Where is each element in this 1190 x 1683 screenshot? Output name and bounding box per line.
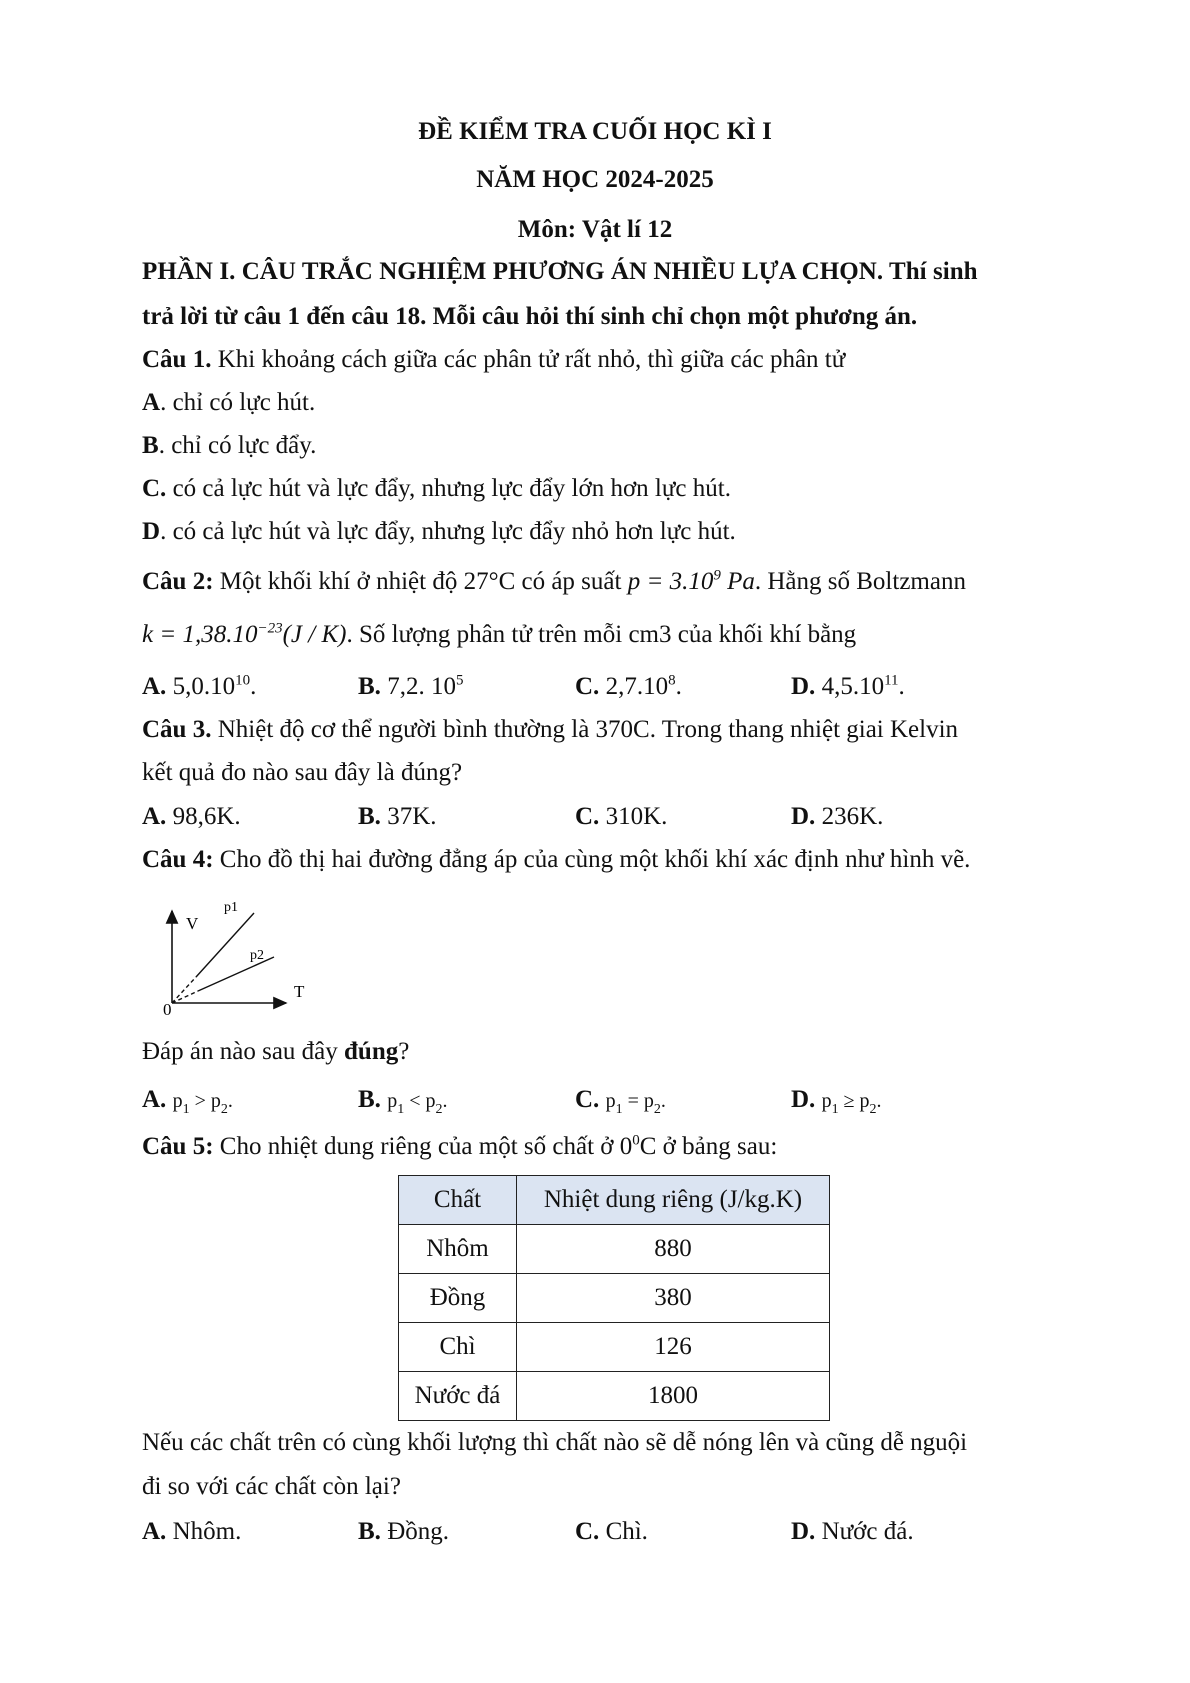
- q2-option-a-base: 5,0.10: [166, 673, 236, 700]
- q2-option-c-end: .: [675, 673, 682, 700]
- question-3-stem-line2: kết quả đo nào sau đây là đúng?: [142, 759, 463, 786]
- q4-option-b-label: B.: [358, 1086, 381, 1113]
- q1-option-a-label: A: [142, 389, 161, 416]
- v-axis-label: V: [186, 914, 199, 933]
- q1-option-c-text: có cả lực hút và lực đẩy, nhưng lực đẩy lớn hơn lực hút.: [166, 475, 731, 502]
- table-cell-substance: Nước đá: [399, 1372, 517, 1421]
- question-4-prompt-post: ?: [398, 1038, 410, 1065]
- q2-option-b: [358, 670, 463, 704]
- q5-option-c: [575, 1515, 648, 1549]
- q2-option-a: [142, 670, 256, 704]
- q4-option-d-p1: p: [821, 1090, 832, 1112]
- table-header-specific-heat: Nhiệt dung riêng (J/kg.K): [517, 1176, 830, 1225]
- isobar-p1: [196, 913, 254, 977]
- table-row: [399, 1225, 830, 1274]
- q2-option-d: [791, 670, 905, 704]
- q5-option-a-label: A.: [142, 1518, 167, 1545]
- question-3-text1: Nhiệt độ cơ thể người bình thường là 370C. Trong thang nhiệt giai Kelvin: [211, 716, 959, 743]
- question-4-prompt: [142, 1035, 1082, 1069]
- pressure-unit: Pa: [720, 568, 755, 595]
- question-1-label: Câu 1.: [142, 346, 212, 373]
- q5-option-d-text: Nước đá.: [815, 1518, 914, 1545]
- question-4-prompt-pre: Đáp án nào sau đây: [142, 1038, 345, 1065]
- q4-option-c-p2: p: [643, 1090, 654, 1112]
- q4-option-d-sub1: 1: [831, 1102, 839, 1117]
- q2-option-b-exp: 5: [455, 672, 464, 689]
- q3-option-c-text: 310K.: [599, 803, 668, 830]
- question-5-text-sup: 0: [632, 1132, 640, 1149]
- q1-option-b: [142, 429, 1082, 463]
- q4-option-a: A. $p_1 > p_2$.: [142, 1086, 233, 1117]
- q1-option-d: [142, 515, 1082, 549]
- q2-option-c-label: C.: [575, 673, 600, 700]
- table-row: [399, 1323, 830, 1372]
- isobar-p2-dashed: [172, 991, 198, 1003]
- q4-option-a-sub1: 1: [182, 1102, 190, 1117]
- q4-option-b: B. $p_1 < p_2$.: [358, 1086, 448, 1117]
- q3-option-d-text: 236K.: [815, 803, 884, 830]
- q4-option-b-sub1: 1: [397, 1102, 405, 1117]
- q3-option-a-text: 98,6K.: [166, 803, 241, 830]
- boltzmann-exponent: −23: [257, 620, 283, 637]
- q2-option-d-base: 4,5.10: [815, 673, 885, 700]
- question-5-label: Câu 5:: [142, 1133, 214, 1160]
- q2-option-a-exp: 10: [235, 672, 251, 689]
- q4-option-a-p2: p: [210, 1090, 221, 1112]
- table-cell-value: 880: [517, 1225, 830, 1274]
- subject-line: Môn: Vật lí 12: [517, 216, 673, 243]
- q2-option-c: [575, 670, 682, 704]
- q3-option-c: [575, 800, 667, 834]
- question-2-text3: . Số lượng phân tử trên mỗi cm3 của khối khí bằng: [346, 621, 857, 648]
- table-cell-substance: Nhôm: [399, 1225, 517, 1274]
- q4-option-c: C. $p_1 = p_2$.: [575, 1086, 666, 1117]
- q1-option-b-text: . chỉ có lực đẩy.: [158, 432, 317, 459]
- q2-option-d-label: D.: [791, 673, 816, 700]
- table-cell-substance: Đồng: [399, 1274, 517, 1323]
- q4-option-a-label: A.: [142, 1086, 167, 1113]
- question-2-label: Câu 2:: [142, 568, 214, 595]
- pressure-exponent: 9: [713, 567, 721, 584]
- q4-option-a-p1: p: [172, 1090, 183, 1112]
- q4-option-d-op: ≥: [838, 1090, 860, 1112]
- table-header-row: [399, 1176, 830, 1225]
- pressure-value: p = 3.10: [627, 568, 714, 595]
- q5-option-b-label: B.: [358, 1518, 381, 1545]
- q5-option-c-text: Chì.: [599, 1518, 648, 1545]
- question-1-stem: [142, 343, 1082, 377]
- pressure-formula: [628, 568, 755, 595]
- question-1-text: Khi khoảng cách giữa các phân tử rất nhỏ, thì giữa các phân tử: [211, 346, 846, 373]
- isobar-graph: [158, 895, 318, 1015]
- q1-option-d-text: . có cả lực hút và lực đẩy, nhưng lực đẩy nhỏ hơn lực hút.: [160, 518, 736, 545]
- question-5-text-post: C ở bảng sau:: [639, 1133, 778, 1160]
- q4-option-b-p1: p: [387, 1090, 398, 1112]
- q4-option-c-label: C.: [575, 1086, 600, 1113]
- q1-option-a: [142, 386, 1082, 420]
- q1-option-d-label: D: [142, 518, 161, 545]
- q1-option-c-label: C.: [142, 475, 167, 502]
- table-row: [399, 1274, 830, 1323]
- q4-option-d-sub2: 2: [869, 1102, 877, 1117]
- q5-option-a-text: Nhôm.: [166, 1518, 242, 1545]
- q4-option-b-p2: p: [425, 1090, 436, 1112]
- p2-label: p2: [250, 948, 264, 963]
- boltzmann-formula: [142, 621, 346, 648]
- part1-heading-line1: PHẦN I. CÂU TRẮC NGHIỆM PHƯƠNG ÁN NHIỀU LỰA CHỌN. Thí sinh: [142, 258, 978, 285]
- question-4-text: Cho đồ thị hai đường đẳng áp của cùng một khối khí xác định như hình vẽ.: [213, 846, 971, 873]
- table-cell-value: 126: [517, 1323, 830, 1372]
- q3-option-b-text: 37K.: [380, 803, 437, 830]
- q1-option-a-text: . chỉ có lực hút.: [160, 389, 316, 416]
- q4-option-a-op: >: [189, 1090, 211, 1112]
- q4-option-b-op: <: [404, 1090, 426, 1112]
- question-4-prompt-bold: đúng: [344, 1038, 399, 1065]
- q4-option-c-sub1: 1: [615, 1102, 623, 1117]
- q2-option-a-end: .: [250, 673, 257, 700]
- table-cell-value: 380: [517, 1274, 830, 1323]
- question-3-stem-line1: [142, 713, 1082, 747]
- q4-option-b-sub2: 2: [435, 1102, 443, 1117]
- q3-option-c-label: C.: [575, 803, 600, 830]
- q2-option-b-label: B.: [358, 673, 381, 700]
- p1-label: p1: [224, 900, 238, 915]
- q4-option-c-sub2: 2: [653, 1102, 661, 1117]
- t-axis-label: T: [294, 982, 305, 1001]
- q3-option-b: [358, 800, 437, 834]
- school-year: NĂM HỌC 2024-2025: [476, 166, 714, 193]
- question-4-stem: [142, 843, 1082, 877]
- q2-option-c-base: 2,7.10: [599, 673, 669, 700]
- q1-option-b-label: B: [142, 432, 159, 459]
- table-cell-substance: Chì: [399, 1323, 517, 1372]
- question-5-after-line1: Nếu các chất trên có cùng khối lượng thì chất nào sẽ dễ nóng lên và cũng dễ nguội: [142, 1429, 968, 1456]
- q2-option-b-base: 7,2. 10: [380, 673, 456, 700]
- q2-option-a-label: A.: [142, 673, 167, 700]
- origin-label: 0: [163, 1000, 172, 1015]
- q5-option-a: [142, 1515, 241, 1549]
- q2-option-d-end: .: [898, 673, 905, 700]
- question-2-text2: . Hằng số Boltzmann: [754, 568, 966, 595]
- q4-option-c-p1: p: [605, 1090, 616, 1112]
- specific-heat-table: [398, 1175, 830, 1421]
- question-2-text1: Một khối khí ở nhiệt độ 27°C có áp suất: [213, 568, 628, 595]
- table-row: [399, 1372, 830, 1421]
- isobar-p1-dashed: [172, 977, 196, 1003]
- q3-option-b-label: B.: [358, 803, 381, 830]
- question-2-stem-line1: [142, 565, 1082, 599]
- q3-option-d-label: D.: [791, 803, 816, 830]
- q2-option-d-exp: 11: [884, 672, 899, 689]
- q1-option-c: [142, 472, 1082, 506]
- exam-title: ĐỀ KIỂM TRA CUỐI HỌC KÌ I: [418, 118, 772, 145]
- q5-option-c-label: C.: [575, 1518, 600, 1545]
- q2-option-c-exp: 8: [668, 672, 676, 689]
- q5-option-d: [791, 1515, 914, 1549]
- table-cell-value: 1800: [517, 1372, 830, 1421]
- boltzmann-unit: (J / K): [282, 621, 347, 648]
- boltzmann-value: k = 1,38.10: [142, 621, 258, 648]
- question-5-after-line2: đi so với các chất còn lại?: [142, 1473, 401, 1500]
- q3-option-a: [142, 800, 241, 834]
- table-header-substance: Chất: [399, 1176, 517, 1225]
- question-4-label: Câu 4:: [142, 846, 214, 873]
- q5-option-b: [358, 1515, 449, 1549]
- q3-option-d: [791, 800, 883, 834]
- q3-option-a-label: A.: [142, 803, 167, 830]
- q5-option-b-text: Đồng.: [380, 1518, 449, 1545]
- q4-option-d: D. $p_1 \ge p_2$.: [791, 1086, 882, 1117]
- question-5-text-pre: Cho nhiệt dung riêng của một số chất ở 0: [213, 1133, 633, 1160]
- part1-heading-line2: trả lời từ câu 1 đến câu 18. Mỗi câu hỏi thí sinh chỉ chọn một phương án.: [142, 303, 918, 330]
- q5-option-d-label: D.: [791, 1518, 816, 1545]
- q4-option-c-op: =: [622, 1090, 644, 1112]
- q4-option-a-sub2: 2: [220, 1102, 228, 1117]
- question-2-stem-line2: [142, 618, 1082, 652]
- q4-option-d-p2: p: [859, 1090, 870, 1112]
- q4-option-d-label: D.: [791, 1086, 816, 1113]
- question-5-stem: [142, 1130, 1082, 1164]
- question-3-label: Câu 3.: [142, 716, 212, 743]
